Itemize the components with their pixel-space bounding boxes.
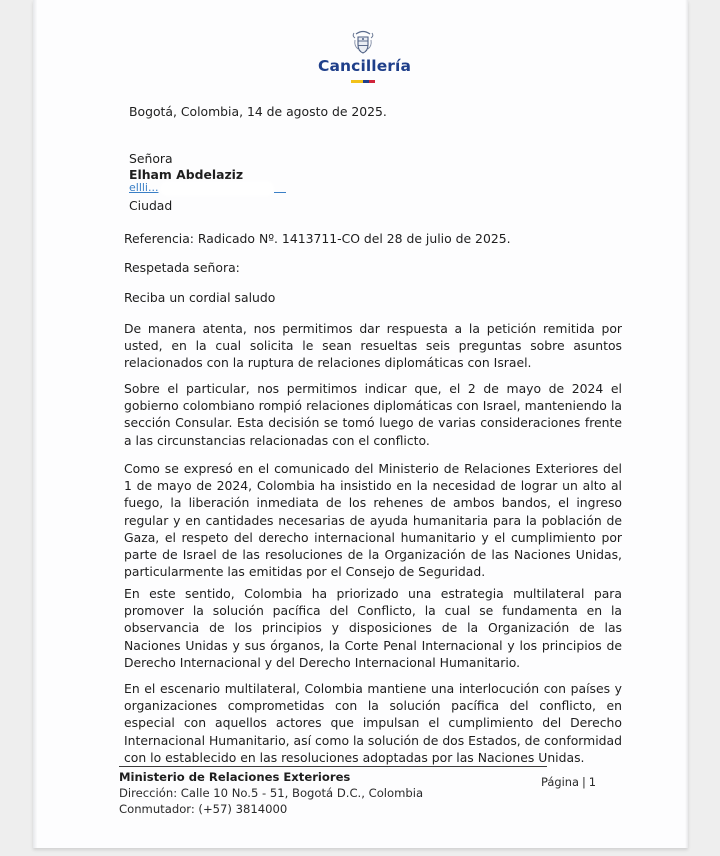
email-link-tail	[274, 192, 286, 193]
cancilleria-logo	[318, 30, 412, 90]
flag-red-band	[369, 80, 375, 83]
body-paragraph: En el escenario multilateral, Colombia mantiene una interlocución con países y organizaciones comprometidas con la solución pacífica del conflicto, en especial con aquellos actores que impulsan el cumplimiento del Derecho Internacional Humanitario, así como la solución de dos Estados, de conformidad con lo establecido en las resoluciones adoptadas por las Naciones Unidas.	[124, 681, 623, 765]
body-paragraph: De manera atenta, nos permitimos dar respuesta a la petición remitida por usted, en la cual solicita le sean resueltas seis preguntas sobre asuntos relacionados con la ruptura de relaciones diplomáticas con Israel.	[124, 321, 622, 371]
footer-ministry: Ministerio de Relaciones Exteriores	[119, 770, 351, 784]
page-number	[541, 775, 596, 789]
recipient-email-row	[129, 181, 286, 195]
greeting: Respetada señora:	[124, 260, 240, 275]
footer-phone: Conmutador: (+57) 3814000	[119, 802, 288, 816]
recipient-name: Elham Abdelaziz	[129, 167, 244, 182]
flag-yellow-band	[351, 80, 363, 83]
page-edge-left	[33, 0, 37, 848]
opening-line: Reciba un cordial saludo	[124, 290, 276, 305]
salutation-title: Señora	[129, 151, 173, 166]
colombia-coat-of-arms-icon	[352, 30, 374, 54]
footer-address: Dirección: Calle 10 No.5 - 51, Bogotá D.C., Colombia	[119, 786, 424, 800]
email-redaction	[162, 183, 272, 194]
letter-page	[33, 0, 688, 848]
body-paragraph: Sobre el particular, nos permitimos indicar que, el 2 de mayo de 2024 el gobierno colombiano rompió relaciones diplomáticas con Israel, manteniendo la sección Consular. Esta decisión se tomó luego de varias consideraciones frente a las circunstancias relacionadas con el conflicto.	[124, 381, 622, 448]
body-paragraph: En este sentido, Colombia ha priorizado una estrategia multilateral para promover la solución pacífica del Conflicto, la cual se fundamenta en la observancia de los principios y disposiciones de la Organización de las Naciones Unidas y sus órganos, la Corte Penal Internacional y los principios de Derecho Internacional y del Derecho Internacional Humanitario.	[124, 586, 622, 670]
page-number-value: 1	[588, 775, 597, 789]
page-separator: |	[581, 775, 586, 789]
page-edge-right	[685, 0, 688, 848]
brand-name: Cancillería	[318, 57, 412, 75]
recipient-email-link[interactable]: ellli...	[129, 181, 159, 194]
body-paragraph: Como se expresó en el comunicado del Ministerio de Relaciones Exteriores del 1 de mayo de 2024, Colombia ha insistido en la necesidad de lograr un alto al fuego, la liberación inmediata de los rehenes de ambos bandos, el ingreso regular y en cantidades necesarias de ayuda humanitaria para la población de Gaza, el respeto del derecho internacional humanitario y el cumplimiento por parte de Israel de las resoluciones de la Organización de las Naciones Unidas, particularmente las emitidas por el Consejo de Seguridad.	[124, 461, 622, 580]
reference-line: Referencia: Radicado Nº. 1413711-CO del 28 de julio de 2025.	[124, 231, 511, 246]
page-label: Página	[541, 775, 579, 789]
place-date: Bogotá, Colombia, 14 de agosto de 2025.	[129, 104, 387, 119]
colombia-flag-stripe	[318, 80, 408, 83]
recipient-city: Ciudad	[129, 198, 173, 213]
footer-divider	[119, 766, 547, 767]
